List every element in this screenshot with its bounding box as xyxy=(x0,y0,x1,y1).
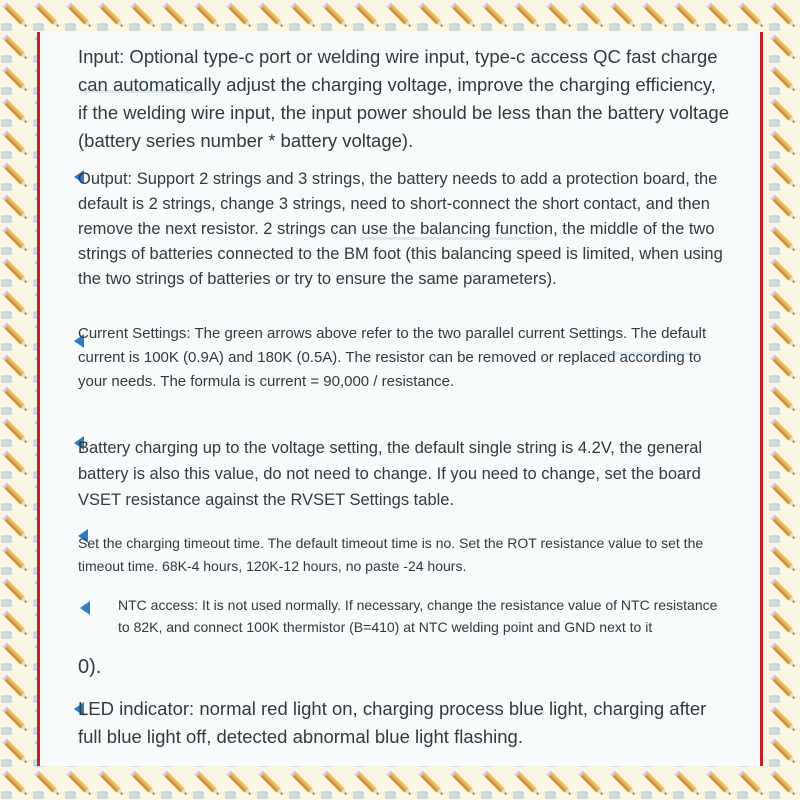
output-paragraph: Output: Support 2 strings and 3 strings, the battery needs to add a protection board, the default is 2 strings, change 3 strings, need to short-connect the short contact, and then remove the next resistor. 2 strings can use the balancing function, the middle of the two strings of batteries connected to the BM foot (this balancing speed is limited, when using the two strings of batteries or try to ensure the same parameters). xyxy=(78,170,723,288)
led-paragraph: LED indicator: normal red light on, charging process blue light, charging after full blue light off, detected abnormal blue light flashing. xyxy=(78,698,707,747)
battery-voltage-paragraph: Battery charging up to the voltage setting, the default single string is 4.2V, the general battery is also this value, do not need to change. If you need to change, set the board VSET resistance against the RVSET Settings table. xyxy=(78,439,703,509)
current-settings-paragraph: Current Settings: The green arrows above refer to the two parallel current Settings. The default current is 100K (0.9A) and 180K (0.5A). The resistor can be removed or replaced according to your needs. The formula is current = 90,000 / resistance. xyxy=(78,325,707,390)
ntc-tail-text: 0). xyxy=(78,656,102,678)
text-panel xyxy=(37,32,763,766)
timeout-paragraph: Set the charging timeout time. The default timeout time is no. Set the ROT resistance value to set the timeout time. 68K-4 hours, 120K-12 hours, no paste -24 hours. xyxy=(78,535,704,574)
input-paragraph: Input: Optional type-c port or welding wire input, type-c access QC fast charge can automatically adjust the charging voltage, improve the charging efficiency, if the welding wire input, the input power should be less than the battery voltage (battery series number * battery voltage). xyxy=(78,46,729,151)
blue-arrow-icon xyxy=(80,601,90,615)
ntc-paragraph: NTC access: It is not used normally. If necessary, change the resistance value of NTC resistance to 82K, and connect 100K thermistor (B=410) at NTC welding point and GND next to it xyxy=(118,597,718,635)
